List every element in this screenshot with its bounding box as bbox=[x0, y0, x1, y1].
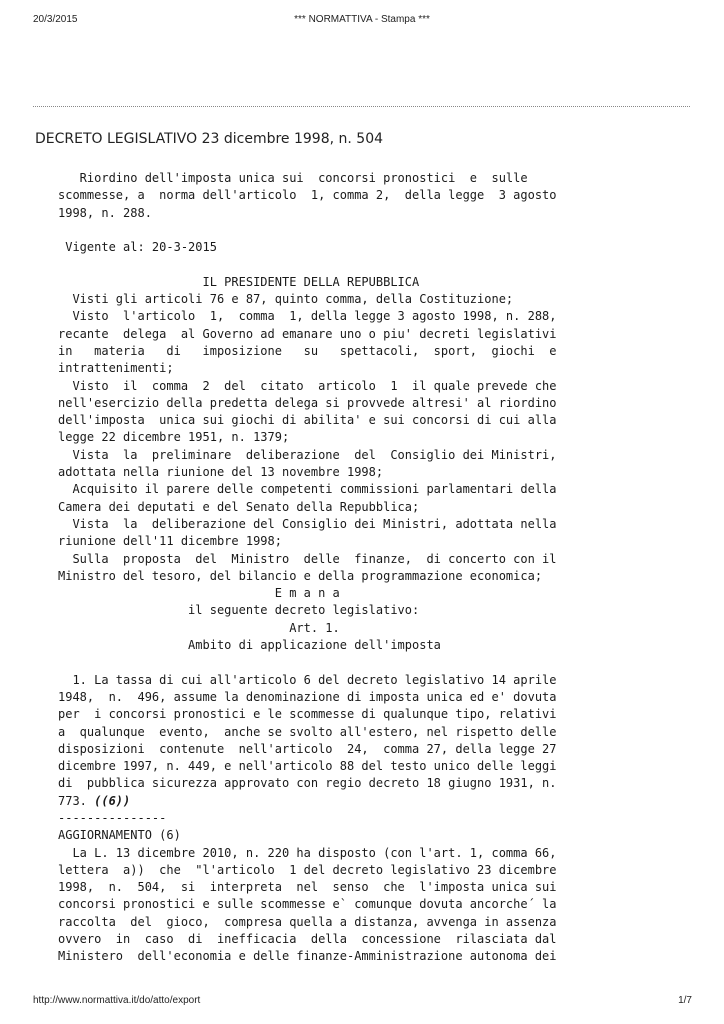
preamble-line: nell'esercizio della predetta delega si provvede altresi' al riordino bbox=[58, 395, 557, 410]
preamble-line: Vista la deliberazione del Consiglio dei Ministri, adottata nella bbox=[58, 516, 557, 531]
document-title: DECRETO LEGISLATIVO 23 dicembre 1998, n. 504 bbox=[35, 131, 384, 147]
article-line: 1948, n. 496, assume la denominazione di imposta unica ed e' dovuta bbox=[58, 689, 557, 704]
preamble-line: legge 22 dicembre 1951, n. 1379; bbox=[58, 430, 290, 445]
article-line: 773. bbox=[58, 793, 95, 808]
preamble-line: IL PRESIDENTE DELLA REPUBBLICA bbox=[58, 274, 420, 289]
document-body bbox=[58, 170, 557, 966]
note-reference: ((6)) bbox=[94, 793, 131, 808]
preamble-line: dell'imposta unica sui giochi di abilita' e sui concorsi di cui alla bbox=[58, 413, 557, 428]
article-line: per i concorsi pronostici e le scommesse di qualunque tipo, relativi bbox=[58, 707, 557, 722]
article-line: disposizioni contenute nell'articolo 24, comma 27, della legge 27 bbox=[58, 741, 557, 756]
preamble-line: Visto il comma 2 del citato articolo 1 il quale prevede che bbox=[58, 378, 557, 393]
preamble-line: recante delega al Governo ad emanare uno o piu' decreti legislativi bbox=[58, 326, 557, 341]
subtitle-line: 1998, n. 288. bbox=[58, 205, 152, 220]
update-line: La L. 13 dicembre 2010, n. 220 ha disposto (con l'art. 1, comma 66, bbox=[58, 845, 557, 860]
article-number: Art. 1. bbox=[58, 620, 340, 635]
preamble-line: Ministro del tesoro, del bilancio e della programmazione economica; bbox=[58, 568, 543, 583]
print-url: http://www.normattiva.it/do/atto/export bbox=[33, 995, 201, 1006]
preamble-line: Visto l'articolo 1, comma 1, della legge 3 agosto 1998, n. 288, bbox=[58, 309, 557, 324]
update-line: ovvero in caso di inefficacia della concessione rilasciata dal bbox=[58, 932, 557, 947]
subtitle-line: scommesse, a norma dell'articolo 1, comma 2, della legge 3 agosto bbox=[58, 188, 557, 203]
update-line: lettera a)) che "l'articolo 1 del decreto legislativo 23 dicembre bbox=[58, 862, 557, 877]
update-line: Ministero dell'economia e delle finanze-Amministrazione autonoma dei bbox=[58, 949, 557, 964]
header-divider bbox=[33, 106, 690, 107]
preamble-line: Camera dei deputati e del Senato della Repubblica; bbox=[58, 499, 420, 514]
update-line: 1998, n. 504, si interpreta nel senso che l'imposta unica sui bbox=[58, 880, 557, 895]
vigente-date: Vigente al: 20-3-2015 bbox=[58, 240, 217, 255]
update-line: concorsi pronostici e sulle scommesse e` comunque dovuta ancorche´ la bbox=[58, 897, 557, 912]
page-number: 1/7 bbox=[678, 995, 692, 1006]
preamble-line: Visti gli articoli 76 e 87, quinto comma, della Costituzione; bbox=[58, 292, 514, 307]
preamble-line: E m a n a bbox=[58, 586, 340, 601]
article-line: 1. La tassa di cui all'articolo 6 del decreto legislativo 14 aprile bbox=[58, 672, 557, 687]
preamble-line: in materia di imposizione su spettacoli, sport, giochi e bbox=[58, 343, 557, 358]
preamble-line: adottata nella riunione del 13 novembre 1998; bbox=[58, 465, 384, 480]
article-heading: Ambito di applicazione dell'imposta bbox=[58, 638, 441, 653]
preamble-line: Sulla proposta del Ministro delle finanze, di concerto con il bbox=[58, 551, 557, 566]
preamble-line: Vista la preliminare deliberazione del Consiglio dei Ministri, bbox=[58, 447, 557, 462]
print-date: 20/3/2015 bbox=[33, 14, 78, 25]
preamble-line: il seguente decreto legislativo: bbox=[58, 603, 420, 618]
preamble-line: intrattenimenti; bbox=[58, 361, 174, 376]
separator-line: --------------- bbox=[58, 810, 167, 825]
preamble-line: Acquisito il parere delle competenti commissioni parlamentari della bbox=[58, 482, 557, 497]
article-line: a qualunque evento, anche se svolto all'estero, nel rispetto delle bbox=[58, 724, 557, 739]
preamble-line: riunione dell'11 dicembre 1998; bbox=[58, 534, 282, 549]
article-line: di pubblica sicurezza approvato con regio decreto 18 giugno 1931, n. bbox=[58, 776, 557, 791]
article-line: dicembre 1997, n. 449, e nell'articolo 88 del testo unico delle leggi bbox=[58, 759, 557, 774]
print-header-title: *** NORMATTIVA - Stampa *** bbox=[294, 14, 430, 25]
update-line: raccolta del gioco, compresa quella a distanza, avvenga in assenza bbox=[58, 914, 557, 929]
subtitle-line: Riordino dell'imposta unica sui concorsi pronostici e sulle bbox=[58, 171, 528, 185]
update-heading: AGGIORNAMENTO (6) bbox=[58, 828, 181, 843]
